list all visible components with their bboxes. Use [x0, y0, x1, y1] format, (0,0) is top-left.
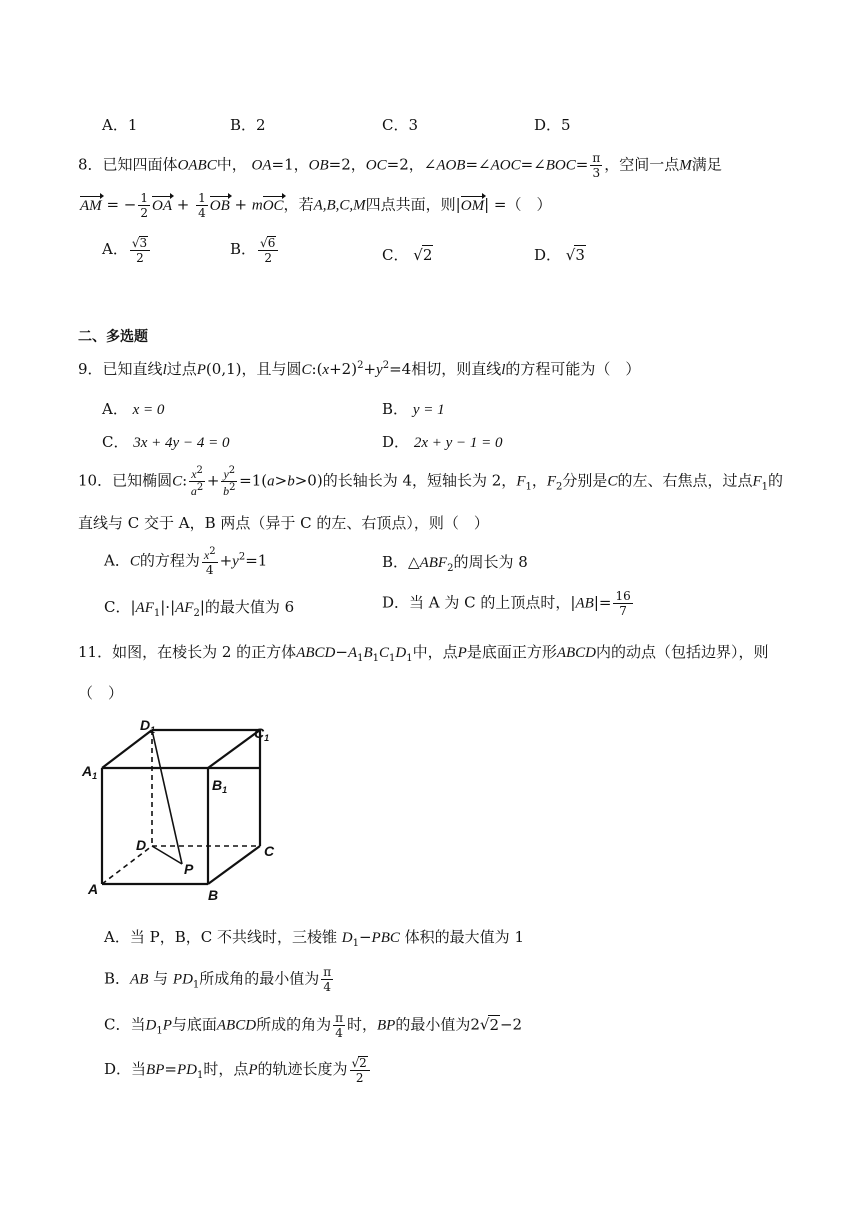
edge-a1d1 — [102, 730, 152, 768]
label-b1: $B_1$ — [212, 777, 228, 795]
q10-option-a: A．C的方程为 $\frac{x^2}{4}$ $+y^2=1$ — [104, 546, 268, 577]
q7-option-a: A．1 — [102, 116, 138, 134]
q8-option-d: D． √3 — [534, 246, 585, 264]
label-d: D — [136, 837, 147, 853]
q10-option-d: D．当 A 为 C 的上顶点时，|AB|= $\frac{16}{7}$ — [382, 589, 631, 618]
q7-option-b: B．2 — [230, 116, 266, 134]
q11-stem: 11．如图，在棱长为 2 的正方体$ABCD-A_1B_1C_1D_1$中，点P是底面正方形ABCD内的动点（包括边界），则 — [78, 643, 769, 664]
label-d1: $D_1$ — [140, 718, 156, 735]
q11-option-d: D．当$BP=PD_1$时，点P的轨迹长度为 $\frac{√2}{2}$ — [104, 1056, 372, 1084]
edge-bc — [208, 846, 260, 884]
q8-line1: 8．已知四面体OABC中， OA=1，OB=2，OC=2，∠AOB=∠AOC=∠BOC= $\frac{\pi}{3}$ ，空间一点M满足 — [78, 151, 722, 180]
q9-option-c: C． 3x + 4y − 4 = 0 — [102, 433, 230, 451]
q8-option-a: A． $\frac{√3}{2}$ — [102, 236, 152, 264]
label-c1: $C_1$ — [254, 725, 270, 743]
q10-option-b: B．$\triangle ABF_2$的周长为 8 — [382, 553, 528, 574]
q9-option-d: D． 2x + y − 1 = 0 — [382, 433, 503, 451]
q11-option-b: B．AB 与 $PD_1$所成角的最小值为 $\frac{\pi}{4}$ — [104, 965, 332, 994]
segment-dp — [152, 846, 182, 864]
q7-option-c: C．3 — [382, 116, 419, 134]
q11-option-c: C．当$D_1P$与底面ABCD所成的角为 $\frac{\pi}{4}$ 时，BP的最小值为2√2−2 — [104, 1011, 523, 1040]
q9-option-a: A． x = 0 — [102, 400, 165, 418]
q10-stem: 10．已知椭圆C: $\frac{x^2}{a^2}$ + $\frac{y^2}{b^2}$ =1(a>b>0)的长轴长为 4，短轴长为 2，$F_1$，$F_2$分别是C的左、右焦点，过点$F_1$的 — [78, 465, 784, 498]
label-p: P — [184, 861, 194, 877]
q10-line2: 直线与 C 交于 A，B 两点（异于 C 的左、右顶点），则（ ） — [78, 514, 489, 532]
cube-figure — [80, 718, 280, 904]
q7-option-d: D．5 — [534, 116, 571, 134]
q8-line2: AM = − $\frac{1}{2}$ OA + $\frac{1}{4}$ OB + mOC，若A,B,C,M四点共面，则|OM| =（ ） — [80, 191, 552, 220]
label-c: C — [264, 843, 275, 859]
section-title: 二、多选题 — [78, 329, 148, 345]
label-b: B — [208, 887, 219, 903]
label-a: A — [88, 881, 99, 897]
q9-stem: 9．已知直线l过点P(0,1)，且与圆$C:(x+2)^2+y^2=4$相切，则直线l的方程可能为（ ） — [78, 360, 641, 378]
q11-line2: （ ） — [78, 684, 124, 702]
edge-b1c1 — [208, 730, 260, 768]
q10-option-c: C．$|AF_1|\cdot|AF_2|$的最大值为 6 — [104, 598, 295, 619]
q8-option-c: C． √2 — [382, 246, 433, 264]
q8-option-b: B． $\frac{√6}{2}$ — [230, 236, 280, 264]
label-a1: $A_1$ — [82, 763, 98, 781]
q9-option-b: B． y = 1 — [382, 400, 445, 418]
q11-option-a: A．当 P，B，C 不共线时，三棱锥 $D_1-PBC$ 体积的最大值为 1 — [104, 928, 524, 949]
segment-d1p — [152, 730, 182, 864]
